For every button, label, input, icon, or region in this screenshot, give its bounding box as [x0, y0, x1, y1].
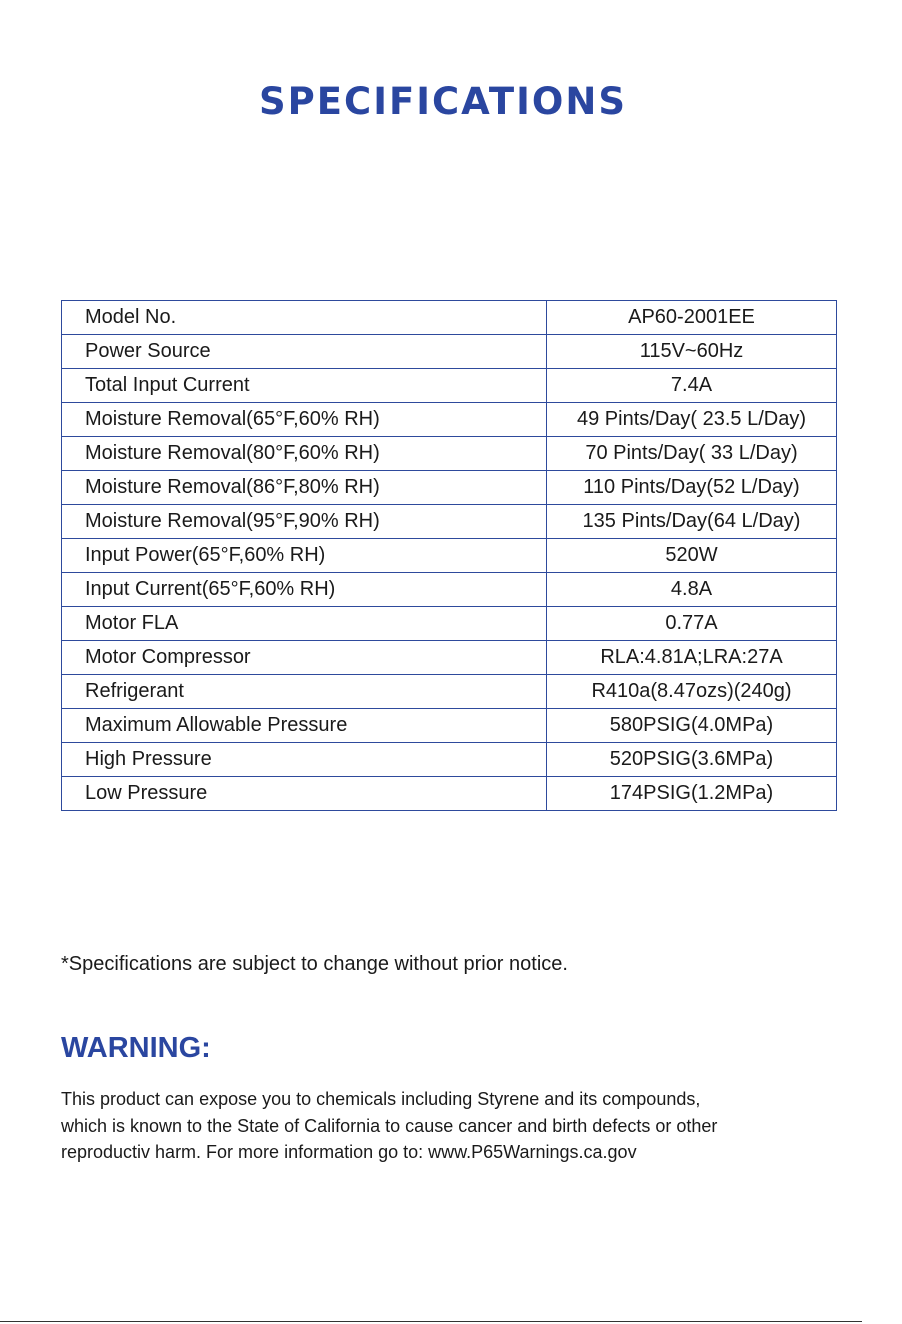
page-title: SPECIFICATIONS: [259, 80, 627, 123]
spec-value: 70 Pints/Day( 33 L/Day): [547, 437, 837, 471]
spec-value: R410a(8.47ozs)(240g): [547, 675, 837, 709]
spec-value: 110 Pints/Day(52 L/Day): [547, 471, 837, 505]
spec-value: 115V~60Hz: [547, 335, 837, 369]
spec-label: Motor FLA: [62, 607, 547, 641]
spec-value: 7.4A: [547, 369, 837, 403]
spec-label: Total Input Current: [62, 369, 547, 403]
warning-line: reproductiv harm. For more information go to: www.P65Warnings.ca.gov: [61, 1142, 637, 1162]
table-row: [62, 777, 837, 811]
table-row: [62, 641, 837, 675]
table-row: [62, 505, 837, 539]
spec-value: 520PSIG(3.6MPa): [547, 743, 837, 777]
spec-value: 520W: [547, 539, 837, 573]
spec-label: Low Pressure: [62, 777, 547, 811]
spec-label: Moisture Removal(86°F,80% RH): [62, 471, 547, 505]
table-row: [62, 335, 837, 369]
table-row: [62, 743, 837, 777]
warning-line: This product can expose you to chemicals including Styrene and its compounds,: [61, 1089, 701, 1109]
spec-value: 135 Pints/Day(64 L/Day): [547, 505, 837, 539]
table-row: [62, 607, 837, 641]
spec-label: Moisture Removal(80°F,60% RH): [62, 437, 547, 471]
table-row: [62, 471, 837, 505]
spec-value: 0.77A: [547, 607, 837, 641]
specifications-table: [61, 300, 837, 811]
spec-value: 580PSIG(4.0MPa): [547, 709, 837, 743]
spec-value: AP60-2001EE: [547, 301, 837, 335]
change-notice: *Specifications are subject to change without prior notice.: [61, 953, 568, 975]
spec-label: Model No.: [62, 301, 547, 335]
spec-label: Input Power(65°F,60% RH): [62, 539, 547, 573]
spec-value: RLA:4.81A;LRA:27A: [547, 641, 837, 675]
table-row: [62, 709, 837, 743]
spec-label: Moisture Removal(95°F,90% RH): [62, 505, 547, 539]
warning-heading: WARNING:: [61, 1032, 211, 1064]
spec-value: 49 Pints/Day( 23.5 L/Day): [547, 403, 837, 437]
spec-label: Motor Compressor: [62, 641, 547, 675]
spec-label: High Pressure: [62, 743, 547, 777]
spec-label: Power Source: [62, 335, 547, 369]
table-row: [62, 437, 837, 471]
warning-line: which is known to the State of California to cause cancer and birth defects or other: [61, 1115, 718, 1136]
table-row: [62, 675, 837, 709]
spec-label: Maximum Allowable Pressure: [62, 709, 547, 743]
warning-text: [61, 1086, 841, 1166]
table-row: [62, 301, 837, 335]
table-row: [62, 539, 837, 573]
spec-value: 174PSIG(1.2MPa): [547, 777, 837, 811]
page-bottom-divider: [0, 1321, 862, 1322]
spec-value: 4.8A: [547, 573, 837, 607]
spec-label: Input Current(65°F,60% RH): [62, 573, 547, 607]
spec-label: Moisture Removal(65°F,60% RH): [62, 403, 547, 437]
spec-label: Refrigerant: [62, 675, 547, 709]
table-row: [62, 573, 837, 607]
table-row: [62, 403, 837, 437]
table-row: [62, 369, 837, 403]
